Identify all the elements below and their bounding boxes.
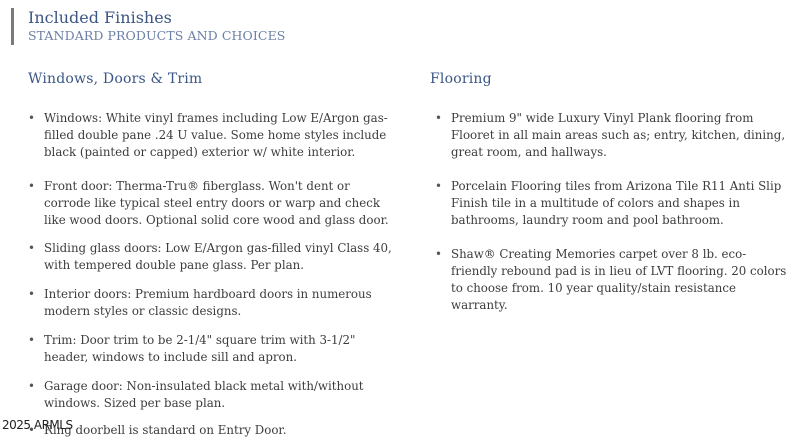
flooring-list xyxy=(435,110,787,314)
list-item-porcelain-tile: • Porcelain Flooring tiles from Arizona Tile R11 Anti Slip Finish tile in a multitude of colors and shapes in bathrooms, laundry room and pool bathroom. xyxy=(435,178,787,229)
list-item-windows: • Windows: White vinyl frames including Low E/Argon gas-filled double pane .24 U value. Some home styles include black (painted or capped) exterior w/ white interior. xyxy=(28,110,400,161)
list-item-trim: • Trim: Door trim to be 2-1/4" square trim with 3-1/2" header, windows to include sill and apron. xyxy=(28,332,400,366)
page-subtitle: STANDARD PRODUCTS AND CHOICES xyxy=(28,28,286,43)
windows-doors-trim-list xyxy=(28,110,400,439)
list-item-sliding-glass-doors: • Sliding glass doors: Low E/Argon gas-filled vinyl Class 40, with tempered double pane glass. Per plan. xyxy=(28,240,400,274)
list-item-front-door: • Front door: Therma-Tru® fiberglass. Won't dent or corrode like typical steel entry doors or warp and check like wood doors. Optional solid core wood and glass door. xyxy=(28,178,400,229)
list-item-interior-doors: • Interior doors: Premium hardboard doors in numerous modern styles or classic designs. xyxy=(28,286,400,320)
list-item-carpet: • Shaw® Creating Memories carpet over 8 lb. eco-friendly rebound pad is in lieu of LVT flooring. 20 colors to choose from. 10 year quality/stain resistance warranty. xyxy=(435,246,787,314)
list-item-garage-door: • Garage door: Non-insulated black metal with/without windows. Sized per base plan. xyxy=(28,378,400,412)
page-title: Included Finishes xyxy=(28,8,172,27)
page-header xyxy=(11,8,285,45)
windows-doors-trim-heading: Windows, Doors & Trim xyxy=(28,71,203,87)
armls-watermark: 2025 ARMLS xyxy=(2,418,73,432)
list-item-ring-doorbell: • Ring doorbell is standard on Entry Door. xyxy=(28,422,400,439)
flooring-heading: Flooring xyxy=(430,71,492,87)
list-item-luxury-vinyl-plank: • Premium 9" wide Luxury Vinyl Plank flooring from Flooret in all main areas such as; entry, kitchen, dining, great room, and hallways. xyxy=(435,110,787,161)
